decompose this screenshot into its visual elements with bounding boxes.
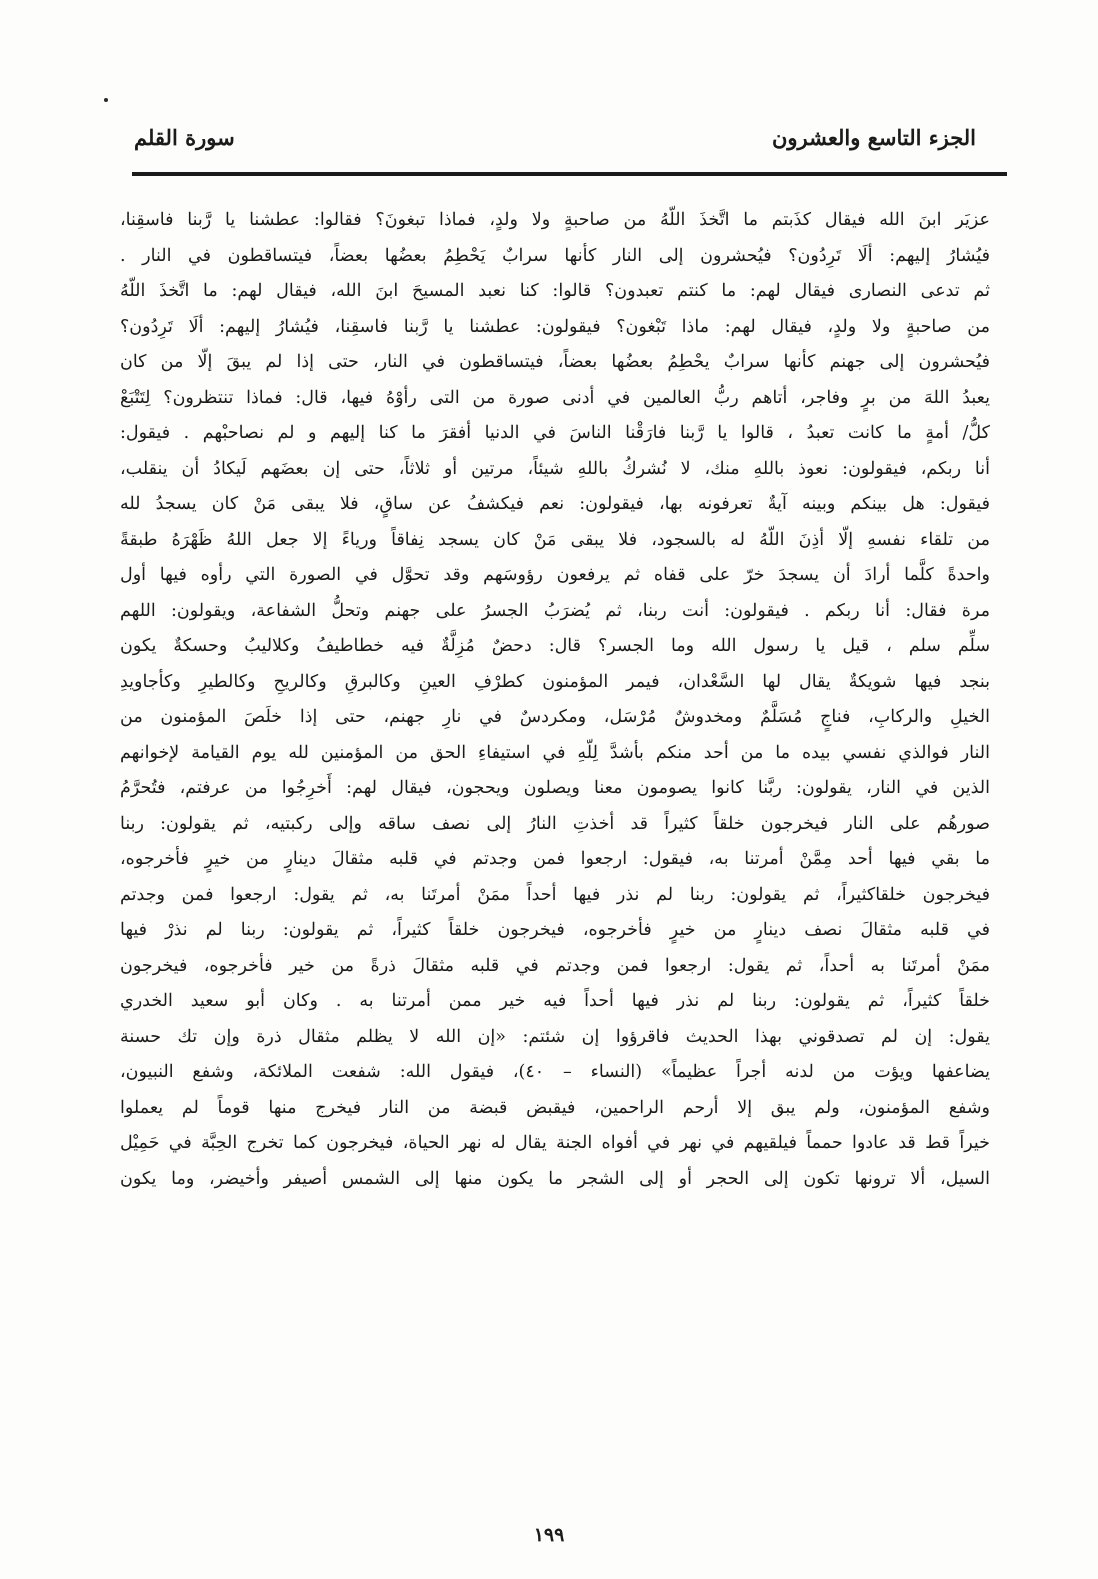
text-line: من صاحبةٍ ولا ولدٍ، فيقال لهم: ماذا تَبْغون؟ فيقولون: عطشنا يا رَّبنا فاسقِنا، فيُشارُ إليهم: ألَا تَرِدُون؟ bbox=[120, 316, 990, 337]
text-line: يضاعفها ويؤت من لدنه أجراً عظيماً» (النساء – ٤٠)، فيقول الله: شفعت الملائكة، وشفع النبيون، bbox=[120, 1062, 990, 1082]
text-line: خيراً قط قد عادوا حمماً فيلقيهم في نهر في أفواه الجنة يقال له نهر الحياة، فيخرجون كما تخرج الحِبَّة في حَمِيْل bbox=[120, 1133, 990, 1153]
body-text bbox=[120, 203, 990, 1197]
text-line: الخيلِ والركابِ، فناجٍ مُسَلَّمٌ ومخدوشٌ مُرْسَل، ومكردسٌ في نارِ جهنم، حتى إذا خلَصَ المؤمنون من bbox=[120, 707, 990, 727]
text-line: عزيَر ابنَ الله فيقال كذَبتم ما اتَّخذَ اللّهُ من صاحبةٍ ولا ولدٍ، فماذا تبغونَ؟ فقالوا: عطشنا يا رَّبنا فاسقِنا، bbox=[120, 210, 990, 230]
text-line: واحدةً كلَّما أرادَ أن يسجدَ خرّ على قفاه ثم يرفعون رؤوسَهم وقد تحوَّل في الصورة التي رأوه فيها أول bbox=[120, 565, 990, 585]
text-line: في قلبه مثقالَ نصف دينارٍ من خيرٍ فأخرجوه، فيخرجون خلقاً كثيراً، ثم يقولون: ربنا لم نذرْ فيها bbox=[120, 920, 990, 940]
text-line: وشفع المؤمنون، ولم يبق إلا أرحم الراحمين، فيقبض قبضة من النار فيخرج منها قوماً لم يعملوا bbox=[120, 1097, 990, 1118]
text-line: بنجد فيها شويكةٌ يقال لها السَّعْدان، فيمر المؤمنون كطرْفِ العينِ وكالبرقِ وكالريحِ وكالطيرِ وكأجاويدِ bbox=[120, 671, 990, 692]
text-line: الذين في النار، يقولون: ربَّنا كانوا يصومون معنا ويصلون ويحجون، فيقال لهم: أَخرِجُوا من عرفتم، فتُحرَّمُ bbox=[120, 778, 990, 798]
text-line: السيل، ألا ترونها تكون إلى الحجر أو إلى الشجر ما يكون منها إلى الشمس أصيفر وأخيضر، وما يكون bbox=[120, 1168, 990, 1189]
text-line: يعبدُ اللهَ من برٍ وفاجر، أتاهم ربُّ العالمين في أدنى صورة من التى رأوْهُ فيها، قال: فماذا تنتظرون؟ لِتَتْبَعْ bbox=[120, 387, 990, 408]
text-line: النار فوالذي نفسي بيده ما من أحد منكم بأشدَّ لِلّهِ في استيفاءِ الحق من المؤمنين لله يوم القيامة لإخوانهم bbox=[120, 742, 990, 763]
header-rule bbox=[132, 172, 1007, 176]
surah-title: سورة القلم bbox=[134, 124, 235, 150]
text-line: مرة فقال: أنا ربكم . فيقولون: أنت ربنا، ثم يُضرَبُ الجسرُ على جهنم وتحلُّ الشفاعة، ويقولون: اللهم bbox=[120, 600, 990, 621]
text-line: فيقول: هل بينكم وبينه آيةٌ تعرفونه بها، فيقولون: نعم فيكشفُ عن ساقٍ، فلا يبقى مَنْ كان يسجدُ لله bbox=[120, 494, 990, 514]
ink-speck bbox=[104, 98, 108, 102]
juz-title: الجزء التاسع والعشرون bbox=[771, 124, 976, 150]
text-line: ثم تدعى النصارى فيقال لهم: ما كنتم تعبدون؟ قالوا: كنا نعبد المسيحَ ابنَ الله، فيقال لهم: ما اتَّخذَ اللّهُ bbox=[120, 281, 990, 301]
text-line: سلِّم سلم ، قيل يا رسول الله وما الجسر؟ قال: دحضٌ مُزِلَّةٌ فيه خطاطيفُ وكلاليبُ وحسكةٌ يكون bbox=[120, 636, 990, 656]
page-number: ١٩٩ bbox=[533, 1524, 565, 1546]
text-line: خلقاً كثيراً، ثم يقولون: ربنا لم نذر فيها أحداً فيه خير ممن أمرتنا به . وكان أبو سعيد الخدري bbox=[120, 991, 990, 1011]
running-head bbox=[134, 112, 976, 162]
text-line: أنا ربكم، فيقولون: نعوذ باللهِ منك، لا نُشركُ باللهِ شيئاً، مرتين أو ثلاثاً، حتى إن بعضَهم لَيكادُ أن ينقلب، bbox=[120, 458, 990, 479]
text-line: كلُّ/ أمةٍ ما كانت تعبدُ ، قالوا يا رَّبنا فارَقْنا الناسَ في الدنيا أفقرَ ما كنا إليهم و لم نصاحبْهم . فيقول: bbox=[120, 423, 990, 443]
text-line: ما بقي فيها أحد مِمَّنْ أمرتنا به، فيقول: ارجعوا فمن وجدتم في قلبه مثقالَ دينارٍ من خيرٍ فأخرجوه، bbox=[120, 849, 990, 869]
text-line: ممَنْ أمرتَنا به أحداً، ثم يقول: ارجعوا فمن وجدتم في قلبه مثقالَ ذرةً من خير فأخرجوه، فيخرجون bbox=[120, 955, 990, 976]
text-line: فيخرجون خلقاكثيراً، ثم يقولون: ربنا لم نذر فيها أحداً ممَنْ أمرتَنا به، ثم يقول: ارجعوا فمن وجدتم bbox=[120, 884, 990, 905]
text-line: يقول: إن لم تصدقوني بهذا الحديث فاقرؤوا إن شئتم: «إن الله لا يظلم مثقال ذرة وإن تك حسنة bbox=[120, 1026, 990, 1047]
text-line: صورهُم على النار فيخرجون خلقاً كثيراً قد أخذتِ النارُ إلى نصف ساقه وإلى ركبتيه، ثم يقولون: ربنا bbox=[120, 813, 990, 834]
text-line: فيُحشرون إلى جهنم كأنها سرابٌ يحْطِمُ بعضُها بعضاً، فيتساقطون في النار، حتى إذا لم يبقَ إلّا من كان bbox=[120, 352, 990, 372]
text-line: من تلقاء نفسهِ إلّا أذِنَ اللّهُ له بالسجود، فلا يبقى مَنْ كان يسجد نِفاقاً ورياءً إلا جعل اللهُ ظَهْرَهُ طبقةً bbox=[120, 529, 990, 550]
text-line: فيُشارُ إليهم: ألَا تَرِدُون؟ فيُحشرون إلى النار كأنها سرابٌ يَحْطِمُ بعضُها بعضاً، فيتساقطون في النار . bbox=[120, 245, 990, 266]
